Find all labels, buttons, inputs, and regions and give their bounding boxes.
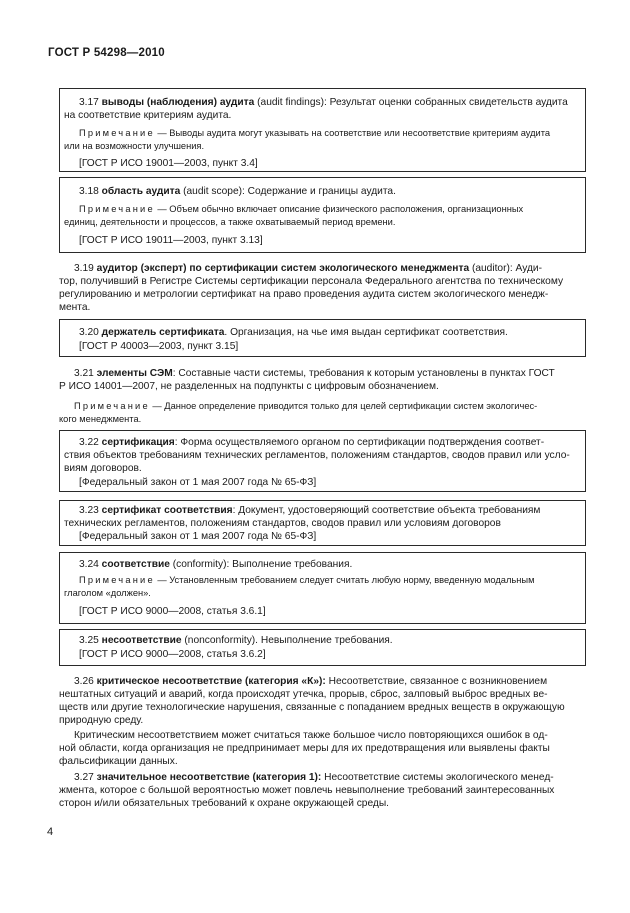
- term-3-23-line-2: технических регламентов, положениям стандартов, сводов правил или условиям договоров: [64, 518, 501, 529]
- page-number: 4: [47, 826, 54, 838]
- term-3-21-line-2: Р ИСО 14001—2007, не разделенных на подпункты с цифровым обозначением.: [59, 381, 439, 392]
- term-3-21-note-2: кого менеджмента.: [59, 414, 142, 424]
- term-3-25-line-1: 3.25 несоответствие (nonconformity). Невыполнение требования.: [79, 635, 393, 646]
- term-3-17-note-1: Примечание — Выводы аудита могут указывать на соответствие или несоответствие критериям аудита: [79, 128, 551, 138]
- term-3-24-note-1: Примечание — Установленным требованием следует считать любую норму, введенную модальным: [79, 575, 535, 585]
- term-3-17-reference: [ГОСТ Р ИСО 19001—2003, пункт 3.4]: [79, 158, 258, 169]
- term-3-20-line-1: 3.20 держатель сертификата. Организация, на чье имя выдан сертификат соответствия.: [79, 327, 508, 338]
- term-3-17-line-1: 3.17 выводы (наблюдения) аудита (audit findings): Результат оценки собранных свидетельств аудита: [79, 97, 568, 108]
- term-3-24-line-1: 3.24 соответствие (conformity): Выполнение требования.: [79, 559, 353, 570]
- term-3-18-note-1: Примечание — Объем обычно включает описание физического расположения, организационных: [79, 204, 524, 214]
- term-3-26-line-2: нештатных ситуаций и аварий, когда происходят утечка, прорыв, сброс, залповый выброс вредных ве-: [59, 689, 548, 700]
- term-3-23-line-1: 3.23 сертификат соответствия: Документ, удостоверяющий соответствие объекта требованиям: [79, 505, 541, 516]
- term-3-26-para2-line-1: Критическим несоответствием может считаться также большое число повторяющихся ошибок в од-: [74, 730, 548, 741]
- term-3-22-reference: [Федеральный закон от 1 мая 2007 года № 65-ФЗ]: [79, 477, 317, 488]
- term-3-26-para2-line-3: фальсификации данных.: [59, 756, 178, 767]
- term-3-24-reference: [ГОСТ Р ИСО 9000—2008, статья 3.6.1]: [79, 606, 266, 617]
- term-3-22-line-3: виям договоров.: [64, 463, 142, 474]
- term-3-17-note-2: или на возможности улучшения.: [64, 141, 205, 151]
- term-3-26-para2-line-2: ной области, когда организация не предпринимает меры для их предотвращения или выявлены факты: [59, 743, 550, 754]
- term-3-24-note-2: глаголом «должен».: [64, 588, 151, 598]
- term-3-18-reference: [ГОСТ Р ИСО 19011—2003, пункт 3.13]: [79, 235, 263, 246]
- term-3-27-line-2: жмента, которое с большой вероятностью может повлечь невыполнение требований заинтересованных: [59, 785, 555, 796]
- term-3-21-line-1: 3.21 элементы СЭМ: Составные части системы, требования к которым установлены в пунктах ГОСТ: [74, 368, 555, 379]
- document-header: ГОСТ Р 54298—2010: [48, 47, 165, 59]
- term-3-20-reference: [ГОСТ Р 40003—2003, пункт 3.15]: [79, 341, 239, 352]
- term-3-26-line-3: ществ или другие технологические нарушения, связанные с попаданием вредных веществ в окружающую: [59, 702, 565, 713]
- term-3-22-line-1: 3.22 сертификация: Форма осуществляемого органом по сертификации подтверждения соответ-: [79, 437, 545, 448]
- term-3-21-note-1: Примечание — Данное определение приводится только для целей сертификации систем экологичес-: [74, 401, 538, 411]
- term-3-19-line-4: мента.: [59, 302, 91, 313]
- term-3-25-reference: [ГОСТ Р ИСО 9000—2008, статья 3.6.2]: [79, 649, 266, 660]
- term-3-26-line-4: природную среду.: [59, 715, 144, 726]
- term-3-27-line-1: 3.27 значительное несоответствие (категория 1): Несоответствие системы экологического менед-: [74, 772, 554, 783]
- term-3-23-reference: [Федеральный закон от 1 мая 2007 года № 65-ФЗ]: [79, 531, 317, 542]
- term-3-17-line-2: на соответствие критериям аудита.: [64, 110, 232, 121]
- term-3-18-line-1: 3.18 область аудита (audit scope): Содержание и границы аудита.: [79, 186, 396, 197]
- term-3-27-line-3: сторон и/или обязательных требований к охране окружающей среды.: [59, 798, 390, 809]
- term-3-26-line-1: 3.26 критическое несоответствие (категория «К»): Несоответствие, связанное с возникновением: [74, 676, 548, 687]
- term-3-19-line-3: регулированию и метрологии сертификат на право проведения аудита систем экологического менедж-: [59, 289, 549, 300]
- term-3-19-line-2: тор, получивший в Регистре Системы сертификации персонала Федерального агентства по техническому: [59, 276, 564, 287]
- term-3-18-note-2: единиц, деятельности и процессов, а также охватываемый период времени.: [64, 217, 396, 227]
- term-3-19-line-1: 3.19 аудитор (эксперт) по сертификации систем экологического менеджмента (auditor): Ауди-: [74, 263, 542, 274]
- term-3-22-line-2: ствия объектов требованиям технических регламентов, положениям стандартов, сводов правил или усло-: [64, 450, 570, 461]
